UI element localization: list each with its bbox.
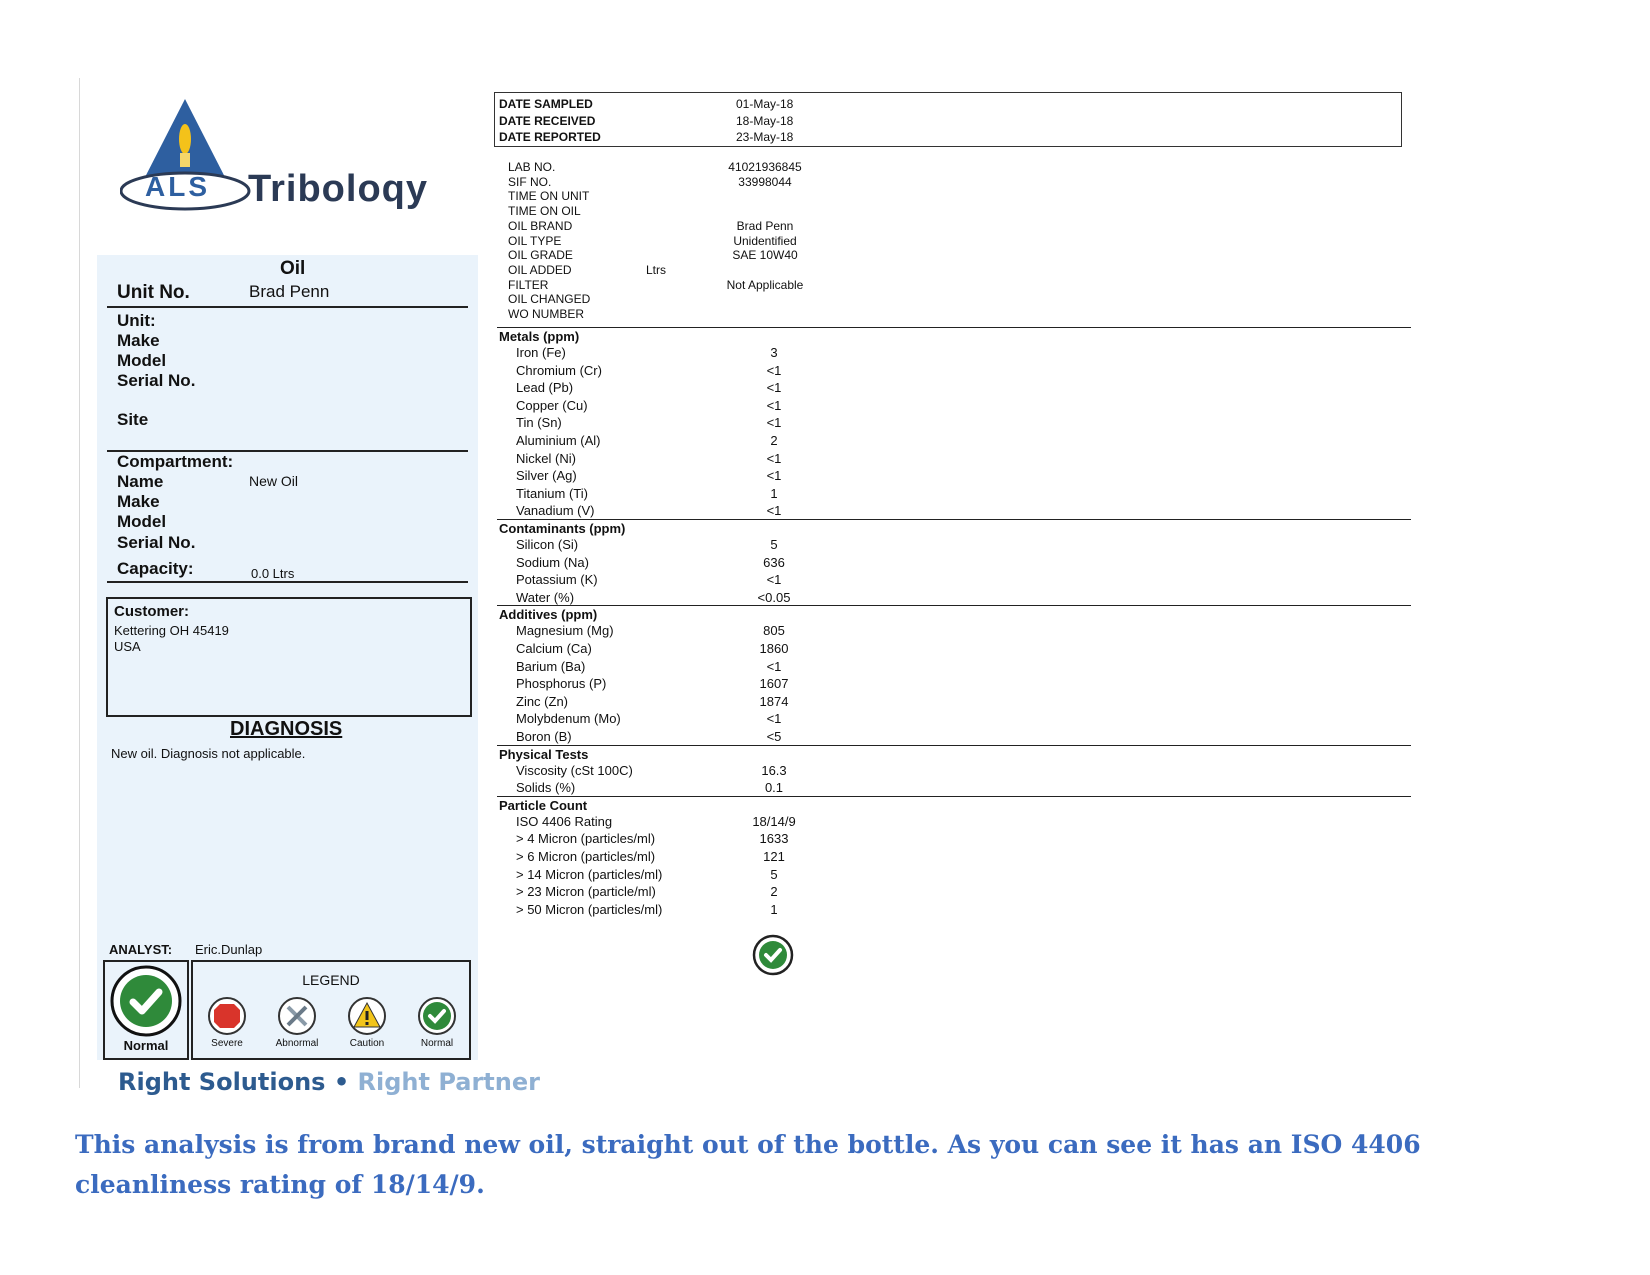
result-name: Aluminium (Al) (516, 433, 601, 448)
result-name: Silver (Ag) (516, 468, 577, 484)
compartment-make-label: Make (117, 492, 160, 511)
diagnosis-heading: DIAGNOSIS (230, 718, 343, 740)
lab-field-label: TIME ON UNIT (508, 189, 590, 204)
result-name: Phosphorus (P) (516, 676, 607, 692)
lab-field-unit: Ltrs (646, 262, 667, 277)
lab-field-label: OIL BRAND (508, 218, 573, 233)
section-divider (497, 605, 1411, 606)
unit-model-label: Model (117, 351, 167, 370)
result-value: <0.05 (757, 589, 791, 605)
tagline-separator: • (333, 1068, 350, 1096)
lab-field-label: LAB NO. (508, 160, 556, 174)
result-name: Lead (Pb) (516, 380, 574, 396)
site-label: Site (117, 410, 149, 429)
normal-status-icon (109, 964, 183, 1038)
result-value: <1 (766, 450, 782, 466)
result-value: 1633 (759, 831, 789, 847)
date-value: 01-May-18 (736, 97, 794, 111)
brand-name: Triboloqy (248, 168, 428, 210)
customer-address-line2: USA (114, 639, 141, 654)
result-value: <1 (766, 503, 782, 519)
legend-severe-label: Severe (211, 1038, 243, 1049)
result-value: <5 (766, 729, 782, 744)
result-name: > 14 Micron (particles/ml) (516, 866, 663, 882)
customer-heading: Customer: (114, 603, 190, 620)
result-value: 2 (770, 884, 778, 900)
lab-field-value: Unidentified (733, 233, 797, 248)
result-value: <1 (766, 468, 782, 484)
section-divider (497, 327, 1411, 328)
result-name: > 6 Micron (particles/ml) (516, 849, 656, 864)
result-value: <1 (766, 658, 782, 674)
lab-field-label: OIL GRADE (508, 248, 573, 263)
result-name: Barium (Ba) (516, 658, 586, 674)
result-value: <1 (766, 380, 782, 396)
unit-label: Unit: (117, 311, 156, 330)
analyst-label: ANALYST: (109, 942, 173, 957)
legend-abnormal-label: Abnormal (275, 1038, 319, 1049)
tagline (118, 1068, 540, 1096)
result-name: Solids (%) (516, 780, 576, 796)
result-value: 16.3 (761, 762, 787, 778)
lab-field-label: OIL TYPE (508, 233, 562, 248)
unit-no-label: Unit No. (117, 282, 190, 303)
section-title: Additives (ppm) (499, 607, 598, 623)
result-name: Copper (Cu) (516, 397, 588, 413)
result-value: 2 (770, 433, 778, 448)
capacity-value: 0.0 Ltrs (251, 566, 295, 581)
result-name: Water (%) (516, 589, 575, 605)
divider (107, 581, 468, 583)
lab-field-value: 41021936845 (728, 160, 802, 174)
result-name: Viscosity (cSt 100C) (516, 762, 633, 778)
lab-field-label: TIME ON OIL (508, 204, 581, 219)
unit-make-label: Make (117, 331, 160, 350)
logo-abbrev: ALS (145, 171, 210, 202)
lab-field-value: Brad Penn (736, 218, 794, 233)
section-divider (497, 796, 1411, 797)
report-frame (79, 78, 80, 1088)
section-divider (497, 745, 1411, 746)
tagline-part2: Right Partner (357, 1068, 540, 1096)
dates-box (494, 92, 1402, 147)
lab-field-value: SAE 10W40 (732, 248, 798, 263)
result-name: > 23 Micron (particle/ml) (516, 884, 656, 900)
compartment-name-label: Name (117, 472, 164, 491)
result-value: <1 (766, 572, 782, 588)
legend-title: LEGEND (302, 972, 360, 988)
date-label: DATE REPORTED (499, 130, 601, 144)
section-title: Physical Tests (499, 746, 589, 762)
result-value: 18/14/9 (752, 813, 796, 829)
result-name: Iron (Fe) (516, 345, 566, 360)
lab-field-label: SIF NO. (508, 174, 552, 189)
result-name: Silicon (Si) (516, 537, 579, 552)
legend-caution-label: Caution (349, 1038, 385, 1049)
diagnosis-text: New oil. Diagnosis not applicable. (111, 746, 306, 761)
date-value: 23-May-18 (736, 130, 794, 144)
result-value: <1 (766, 415, 782, 431)
result-name: Molybdenum (Mo) (516, 711, 621, 727)
result-value: 1 (770, 901, 778, 917)
capacity-label: Capacity: (117, 559, 194, 578)
divider (107, 306, 468, 308)
result-name: Nickel (Ni) (516, 450, 576, 466)
analysis-note: This analysis is from brand new oil, straight out of the bottle. As you can see it has an ISO 4406 cleanliness rating of 18/14/9. (75, 1130, 1421, 1199)
lab-field-label: FILTER (508, 277, 549, 292)
compartment-name-value: New Oil (249, 473, 299, 489)
result-value: 5 (770, 537, 778, 552)
result-value: 0.1 (764, 780, 784, 796)
result-value: 636 (763, 554, 785, 570)
result-value: 1874 (759, 693, 789, 709)
result-name: Magnesium (Mg) (516, 623, 614, 639)
result-value: <1 (766, 362, 782, 378)
result-name: Boron (B) (516, 729, 572, 744)
lab-field-label: OIL CHANGED (508, 292, 591, 307)
lab-field-label: WO NUMBER (508, 307, 584, 321)
customer-box (106, 597, 472, 717)
unit-no-value: Brad Penn (249, 282, 330, 301)
result-name: Potassium (K) (516, 572, 598, 588)
wrench-icon (277, 996, 317, 1036)
date-value: 18-May-18 (736, 113, 794, 128)
compartment-model-label: Model (117, 512, 167, 531)
section-title: Particle Count (499, 797, 588, 813)
analyst-name: Eric.Dunlap (195, 942, 263, 957)
result-name: Tin (Sn) (516, 415, 562, 431)
result-value: 805 (763, 623, 785, 639)
result-status-check-icon (752, 934, 794, 976)
result-value: <1 (766, 397, 782, 413)
customer-address-line1: Kettering OH 45419 (114, 623, 229, 638)
compartment-heading: Compartment: (117, 452, 234, 471)
result-value: 5 (770, 866, 778, 882)
result-name: > 50 Micron (particles/ml) (516, 901, 663, 917)
result-value: 3 (770, 345, 778, 360)
result-name: Calcium (Ca) (516, 641, 592, 656)
stop-icon (207, 996, 247, 1036)
result-name: Titanium (Ti) (516, 485, 588, 501)
tagline-part1: Right Solutions (118, 1068, 326, 1096)
result-name: Sodium (Na) (516, 554, 589, 570)
result-value: 1 (770, 485, 778, 501)
legend-normal-label: Normal (420, 1038, 454, 1049)
oil-heading: Oil (280, 258, 306, 279)
date-label: DATE RECEIVED (499, 113, 596, 128)
result-value: 1860 (759, 641, 789, 656)
overall-status (103, 960, 189, 1060)
result-name: Zinc (Zn) (516, 693, 568, 709)
result-name: > 4 Micron (particles/ml) (516, 831, 656, 847)
result-name: Vanadium (V) (516, 503, 595, 519)
warning-icon (347, 996, 387, 1036)
section-divider (497, 519, 1411, 520)
lab-field-label: OIL ADDED (508, 262, 572, 277)
result-value: <1 (766, 711, 782, 727)
result-value: 121 (763, 849, 785, 864)
date-label: DATE SAMPLED (499, 97, 593, 111)
lab-field-value: 33998044 (738, 174, 792, 189)
result-value: 1607 (759, 676, 789, 692)
legend (191, 960, 471, 1060)
result-name: ISO 4406 Rating (516, 813, 613, 829)
unit-serial-label: Serial No. (117, 371, 196, 390)
overall-status-label: Normal (123, 1038, 169, 1053)
lab-field-value: Not Applicable (726, 277, 804, 292)
compartment-serial-label: Serial No. (117, 533, 196, 552)
section-title: Contaminants (ppm) (499, 521, 626, 536)
check-icon (417, 996, 457, 1036)
result-name: Chromium (Cr) (516, 362, 602, 378)
section-title: Metals (ppm) (499, 329, 580, 344)
